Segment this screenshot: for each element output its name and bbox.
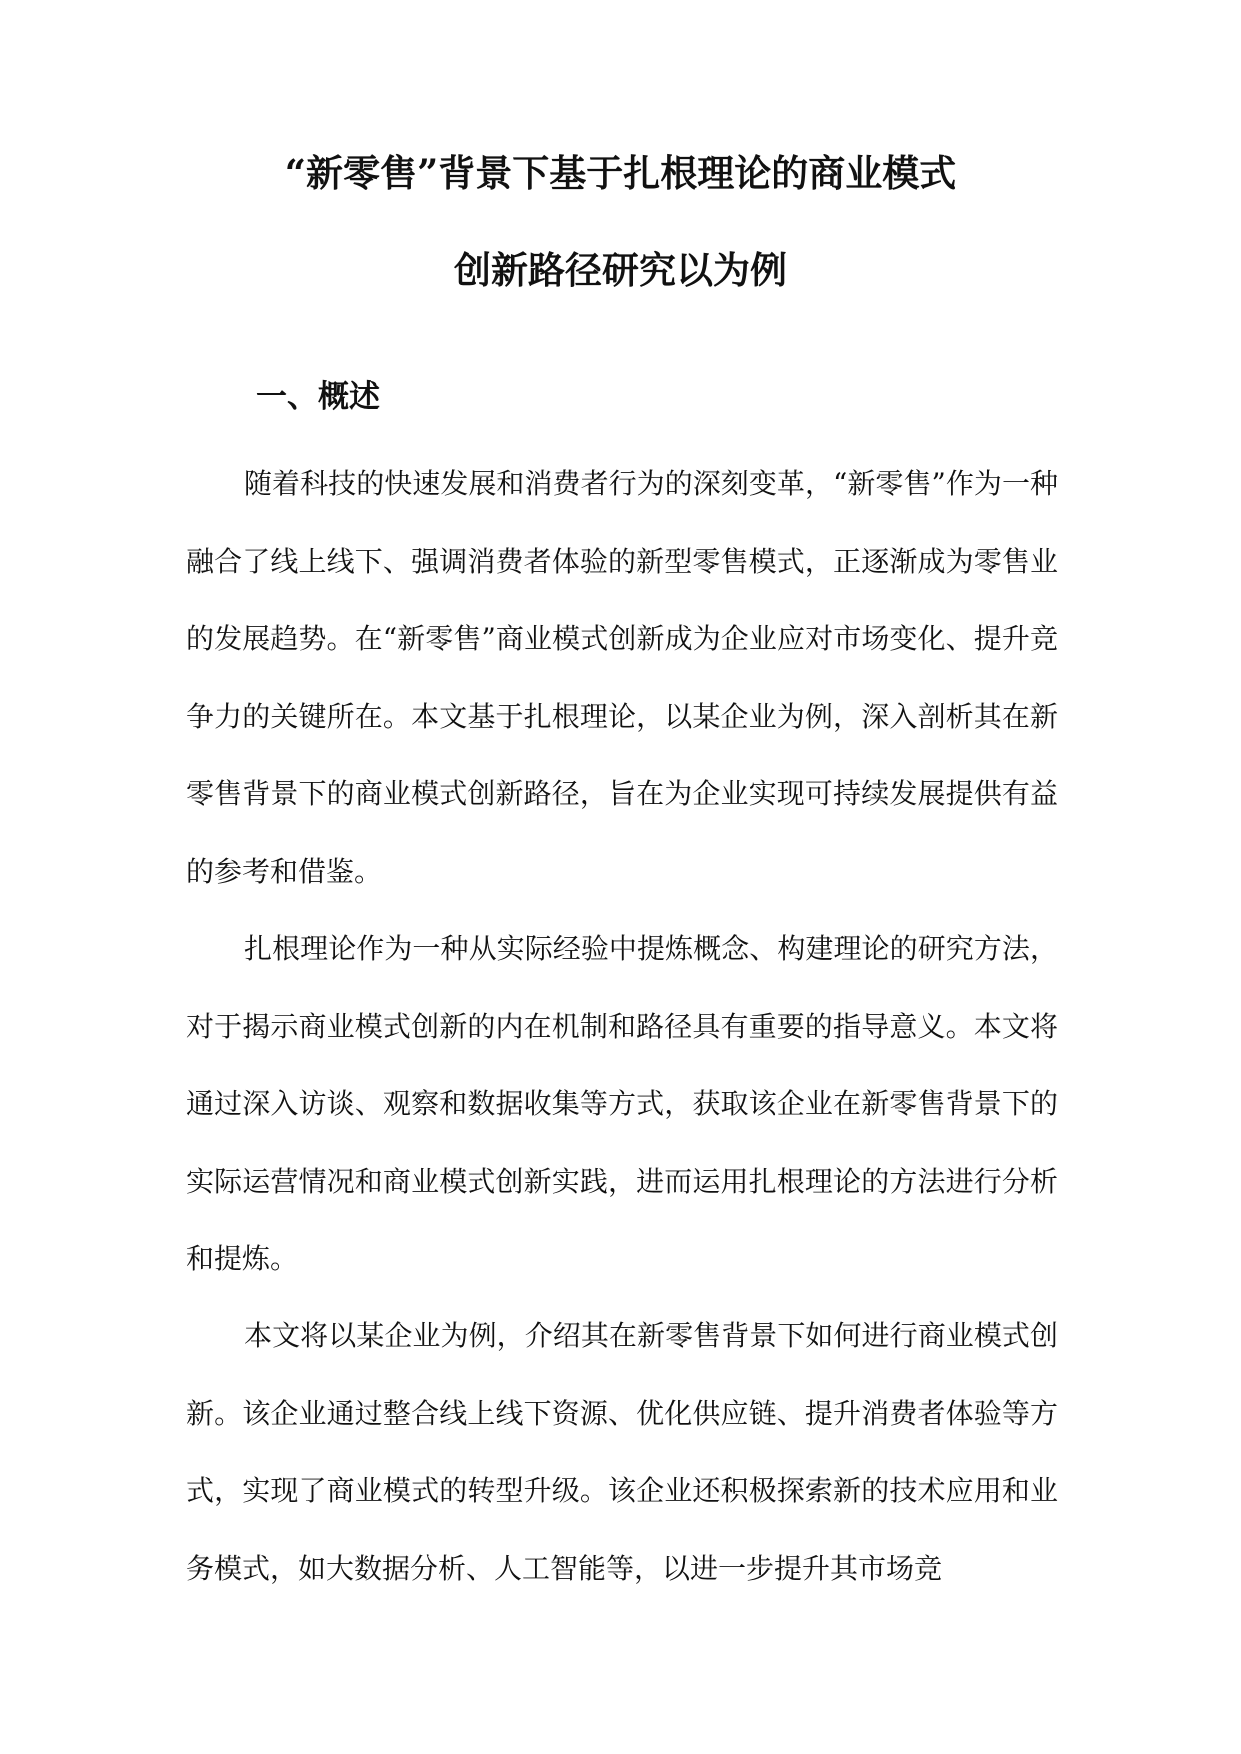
body-paragraph-3: 本文将以某企业为例，介绍其在新零售背景下如何进行商业模式创新。该企业通过整合线上线下资源、优化供应链、提升消费者体验等方式，实现了商业模式的转型升级。该企业还积极探索新的技术应用和业务模式，如大数据分析、人工智能等，以进一步提升其市场竞	[186, 1319, 1058, 1585]
document-title-line-1: “新零售”背景下基于扎根理论的商业模式	[284, 151, 957, 195]
section-heading-overview: 一、概述	[256, 379, 380, 415]
body-paragraph-1: 随着科技的快速发展和消费者行为的深刻变革，“新零售”作为一种融合了线上线下、强调消费者体验的新型零售模式，正逐渐成为零售业的发展趋势。在“新零售”商业模式创新成为企业应对市场变化、提升竞争力的关键所在。本文基于扎根理论，以某企业为例，深入剖析其在新零售背景下的商业模式创新路径，旨在为企业实现可持续发展提供有益的参考和借鉴。	[186, 467, 1058, 888]
body-paragraph-2: 扎根理论作为一种从实际经验中提炼概念、构建理论的研究方法，对于揭示商业模式创新的内在机制和路径具有重要的指导意义。本文将通过深入访谈、观察和数据收集等方式，获取该企业在新零售背景下的实际运营情况和商业模式创新实践，进而运用扎根理论的方法进行分析和提炼。	[186, 932, 1058, 1275]
document-title-line-2: 创新路径研究以为例	[454, 248, 787, 292]
